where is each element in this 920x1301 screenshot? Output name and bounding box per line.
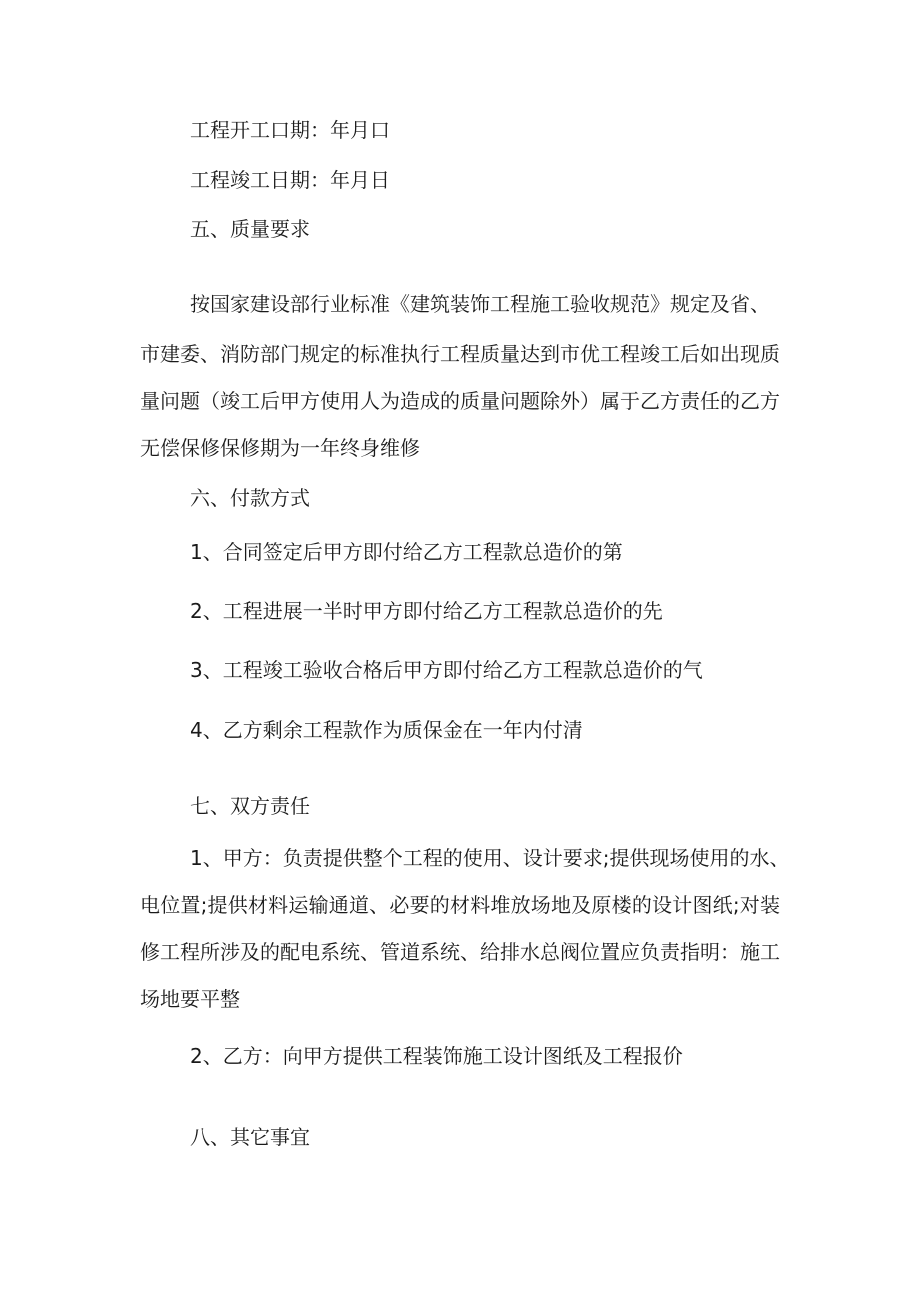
party-a-line-1: 1、甲方：负责提供整个工程的使用、设计要求;提供现场使用的水、 <box>190 846 790 870</box>
section-5-para-line-2: 市建委、消防部门规定的标准执行工程质量达到市优工程竣工后如出现质 <box>140 342 780 366</box>
end-date-line: 工程竣工日期：年月日 <box>190 168 390 192</box>
section-7-heading: 七、双方责任 <box>190 794 310 818</box>
payment-item-4: 4、乙方剩余工程款作为质保金在一年内付清 <box>190 718 583 742</box>
payment-item-3: 3、工程竣工验收合格后甲方即付给乙方工程款总造价的气 <box>190 658 703 682</box>
party-a-line-3: 修工程所涉及的配电系统、管道系统、给排水总阀位置应负责指明：施工 <box>140 940 780 964</box>
party-a-line-4: 场地要平整 <box>140 987 240 1011</box>
start-date-line: 工程开工口期：年月口 <box>190 118 390 142</box>
payment-item-2: 2、工程进展一半时甲方即付给乙方工程款总造价的先 <box>190 599 663 623</box>
section-5-heading: 五、质量要求 <box>190 217 310 241</box>
party-b-line: 2、乙方：向甲方提供工程装饰施工设计图纸及工程报价 <box>190 1044 683 1068</box>
payment-item-1: 1、合同签定后甲方即付给乙方工程款总造价的第 <box>190 540 623 564</box>
section-5-para-line-3: 量问题（竣工后甲方使用人为造成的质量问题除外）属于乙方责任的乙方 <box>140 389 780 413</box>
section-8-heading: 八、其它事宜 <box>190 1125 310 1149</box>
section-6-heading: 六、付款方式 <box>190 486 310 510</box>
party-a-line-2: 电位置;提供材料运输通道、必要的材料堆放场地及原楼的设计图纸;对装 <box>140 893 780 917</box>
section-5-para-line-1: 按国家建设部行业标准《建筑装饰工程施工验收规范》规定及省、 <box>190 292 770 316</box>
section-5-para-line-4: 无偿保修保修期为一年终身维修 <box>140 436 420 460</box>
